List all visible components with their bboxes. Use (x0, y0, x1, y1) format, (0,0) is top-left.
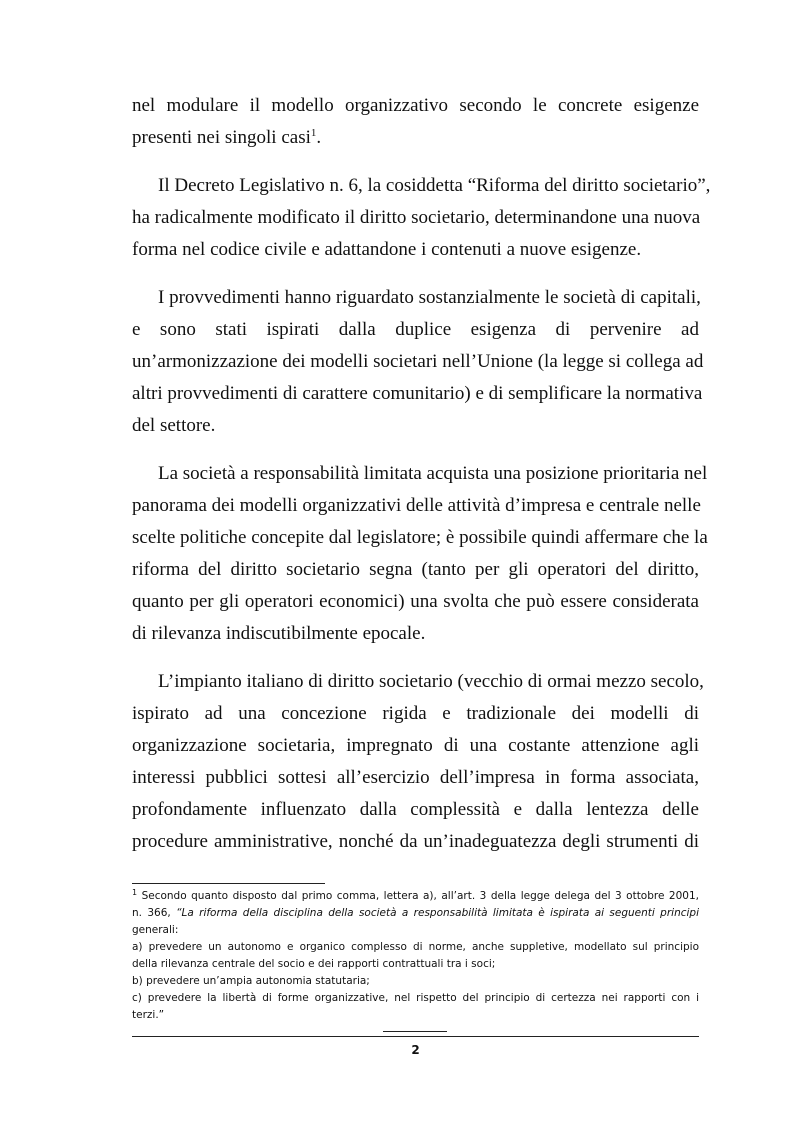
footnote-text: Secondo quanto disposto dal primo comma, lettera a), all’art. 3 della legge delega del 3 ottobre 2001, (137, 890, 699, 902)
footnote-line: della rilevanza centrale del socio e dei rapporti contrattuali tra i soci; (132, 958, 496, 970)
body-line: interessi pubblici sottesi all’esercizio dell’impresa in forma associata, (132, 767, 699, 788)
body-line: altri provvedimenti di carattere comunitario) e di semplificare la normativa (132, 383, 703, 404)
footnote-line: a) prevedere un autonomo e organico complesso di norme, anche suppletive, modellato sul principio (132, 941, 699, 953)
footnote-line: b) prevedere un’ampia autonomia statutaria; (132, 975, 370, 987)
body-line: del settore. (132, 415, 216, 436)
body-line: profondamente influenzato dalla complessità e dalla lentezza delle (132, 799, 699, 820)
body-text: presenti nei singoli casi (132, 127, 311, 148)
body-line: ha radicalmente modificato il diritto societario, determinandone una nuova (132, 207, 701, 228)
body-line: procedure amministrative, nonché da un’inadeguatezza degli strumenti di (132, 831, 699, 852)
footnote-text: n. 366, (132, 907, 177, 919)
body-line: forma nel codice civile e adattandone i contenuti a nuove esigenze. (132, 239, 642, 260)
page-number-overline (383, 1031, 447, 1032)
body-line: di rilevanza indiscutibilmente epocale. (132, 623, 426, 644)
body-line: Il Decreto Legislativo n. 6, la cosiddetta “Riforma del diritto societario”, (158, 175, 711, 196)
footnote-line (132, 888, 699, 905)
body-line: nel modulare il modello organizzativo secondo le concrete esigenze (132, 95, 699, 116)
body-line: I provvedimenti hanno riguardato sostanzialmente le società di capitali, (158, 287, 701, 308)
body-line (132, 126, 699, 150)
footnote-line (132, 905, 699, 922)
footnote-line: c) prevedere la libertà di forme organizzative, nel rispetto del principio di certezza nei rapporti con i (132, 992, 699, 1004)
footnote-number: 1 (132, 888, 138, 897)
body-text: . (316, 127, 322, 148)
footnote-reference[interactable]: 1 (310, 127, 317, 139)
body-line: panorama dei modelli organizzativi delle attività d’impresa e centrale nelle (132, 495, 701, 516)
footnote-quote: “La riforma della disciplina della società a responsabilità limitata è ispirata ai seguenti principi (176, 907, 699, 919)
footer-rule (132, 1036, 699, 1037)
footnote-separator (132, 883, 325, 884)
page-number: 2 (411, 1043, 420, 1057)
body-line: La società a responsabilità limitata acquista una posizione prioritaria nel (158, 463, 708, 484)
body-line: organizzazione societaria, impregnato di una costante attenzione agli (132, 735, 699, 756)
body-line: scelte politiche concepite dal legislatore; è possibile quindi affermare che la (132, 527, 708, 548)
body-line: quanto per gli operatori economici) una svolta che può essere considerata (132, 591, 699, 612)
footnote-line: generali: (132, 924, 179, 936)
body-line: un’armonizzazione dei modelli societari nell’Unione (la legge si collega ad (132, 351, 704, 372)
body-line: L’impianto italiano di diritto societario (vecchio di ormai mezzo secolo, (158, 671, 704, 692)
footnote-line: terzi.” (132, 1009, 165, 1021)
body-line: riforma del diritto societario segna (tanto per gli operatori del diritto, (132, 559, 699, 580)
body-line: ispirato ad una concezione rigida e tradizionale dei modelli di (132, 703, 699, 724)
body-line: e sono stati ispirati dalla duplice esigenza di pervenire ad (132, 319, 699, 340)
